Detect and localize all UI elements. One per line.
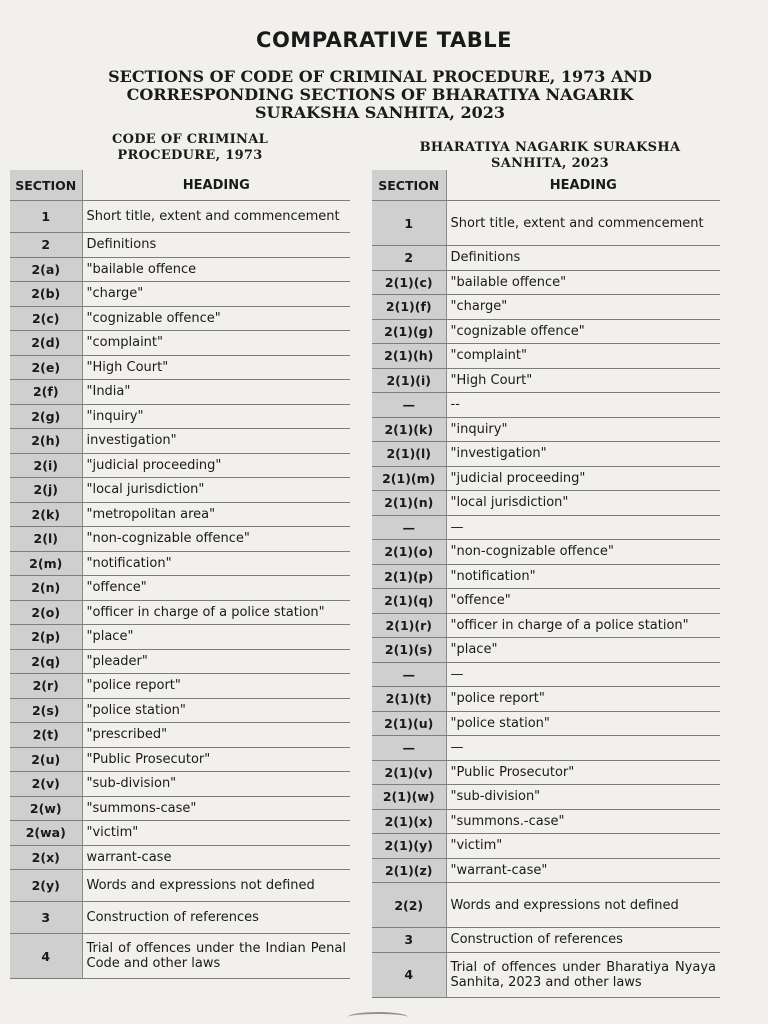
bnss-column-heading bbox=[385, 140, 715, 172]
bnss-table-row bbox=[372, 201, 720, 246]
bnss-heading-cell: Short title, extent and commencement bbox=[446, 201, 720, 246]
bnss-table bbox=[372, 170, 720, 998]
bnss-heading-cell: Words and expressions not defined bbox=[446, 883, 720, 928]
crpc-heading-cell: "cognizable offence" bbox=[82, 306, 350, 331]
bnss-heading-line: SANHITA, 2023 bbox=[491, 156, 609, 171]
crpc-section-cell: 2(h) bbox=[10, 429, 82, 454]
crpc-heading-cell: "offence" bbox=[82, 576, 350, 601]
bnss-table-row bbox=[372, 564, 720, 589]
page-number-mark bbox=[348, 1012, 408, 1022]
crpc-heading-cell: "officer in charge of a police station" bbox=[82, 600, 350, 625]
crpc-table-row bbox=[10, 201, 350, 233]
bnss-heading-cell: "bailable offence" bbox=[446, 270, 720, 295]
crpc-table-row bbox=[10, 674, 350, 699]
crpc-table-row bbox=[10, 698, 350, 723]
bnss-table-row bbox=[372, 270, 720, 295]
crpc-table-row bbox=[10, 453, 350, 478]
bnss-heading-cell: -- bbox=[446, 393, 720, 418]
crpc-table-row bbox=[10, 527, 350, 552]
crpc-heading-cell: Short title, extent and commencement bbox=[82, 201, 350, 233]
bnss-section-cell: 2(2) bbox=[372, 883, 446, 928]
bnss-heading-cell: "non-cognizable offence" bbox=[446, 540, 720, 565]
bnss-table-row bbox=[372, 246, 720, 271]
crpc-heading-cell: "victim" bbox=[82, 821, 350, 846]
crpc-section-cell: 2(r) bbox=[10, 674, 82, 699]
crpc-heading-cell: "complaint" bbox=[82, 331, 350, 356]
bnss-section-cell: 2(1)(y) bbox=[372, 834, 446, 859]
bnss-section-cell: 2(1)(x) bbox=[372, 809, 446, 834]
crpc-table-row bbox=[10, 576, 350, 601]
crpc-section-cell: 2(s) bbox=[10, 698, 82, 723]
bnss-heading-cell: "notification" bbox=[446, 564, 720, 589]
crpc-table-row bbox=[10, 723, 350, 748]
bnss-heading-cell: "inquiry" bbox=[446, 417, 720, 442]
crpc-table-row bbox=[10, 306, 350, 331]
crpc-table bbox=[10, 170, 350, 979]
crpc-section-cell: 2(c) bbox=[10, 306, 82, 331]
crpc-section-cell: 2(p) bbox=[10, 625, 82, 650]
bnss-table-row bbox=[372, 638, 720, 663]
bnss-section-cell: — bbox=[372, 662, 446, 687]
crpc-table-row bbox=[10, 747, 350, 772]
bnss-table-row bbox=[372, 442, 720, 467]
crpc-heading-cell: Trial of offences under the Indian Penal Code and other laws bbox=[82, 934, 350, 979]
bnss-heading-cell: "warrant-case" bbox=[446, 858, 720, 883]
crpc-section-cell: 2(e) bbox=[10, 355, 82, 380]
bnss-section-cell: 2(1)(t) bbox=[372, 687, 446, 712]
crpc-table-row bbox=[10, 625, 350, 650]
bnss-heading-cell: "High Court" bbox=[446, 368, 720, 393]
crpc-table-row bbox=[10, 796, 350, 821]
bnss-table-row bbox=[372, 466, 720, 491]
crpc-section-cell: 2(u) bbox=[10, 747, 82, 772]
bnss-table-row bbox=[372, 952, 720, 997]
bnss-table-row bbox=[372, 393, 720, 418]
crpc-section-cell: 2(wa) bbox=[10, 821, 82, 846]
bnss-section-cell: 2(1)(p) bbox=[372, 564, 446, 589]
bnss-heading-cell: "local jurisdiction" bbox=[446, 491, 720, 516]
bnss-heading-cell: Definitions bbox=[446, 246, 720, 271]
bnss-heading-cell: "judicial proceeding" bbox=[446, 466, 720, 491]
bnss-table-row bbox=[372, 883, 720, 928]
bnss-section-cell: 2(1)(i) bbox=[372, 368, 446, 393]
bnss-table-row bbox=[372, 491, 720, 516]
crpc-table-row bbox=[10, 429, 350, 454]
page-title: COMPARATIVE TABLE bbox=[256, 28, 512, 52]
bnss-table-row bbox=[372, 662, 720, 687]
crpc-section-cell: 4 bbox=[10, 934, 82, 979]
bnss-table-row bbox=[372, 589, 720, 614]
crpc-table-row bbox=[10, 502, 350, 527]
bnss-table-row bbox=[372, 760, 720, 785]
bnss-heading-cell: "summons.-case" bbox=[446, 809, 720, 834]
bnss-section-cell: 4 bbox=[372, 952, 446, 997]
bnss-heading-cell: "victim" bbox=[446, 834, 720, 859]
bnss-table-row bbox=[372, 344, 720, 369]
bnss-table-body bbox=[372, 201, 720, 998]
crpc-table-row bbox=[10, 902, 350, 934]
subtitle-line: SURAKSHA SANHITA, 2023 bbox=[254, 103, 506, 122]
crpc-section-cell: 2(f) bbox=[10, 380, 82, 405]
crpc-heading-cell: Construction of references bbox=[82, 902, 350, 934]
bnss-section-header: SECTION bbox=[372, 170, 446, 201]
bnss-heading-cell: "charge" bbox=[446, 295, 720, 320]
crpc-section-header: SECTION bbox=[10, 170, 82, 201]
bnss-table-row bbox=[372, 613, 720, 638]
bnss-section-cell: 2(1)(s) bbox=[372, 638, 446, 663]
crpc-heading-cell: "judicial proceeding" bbox=[82, 453, 350, 478]
crpc-heading-cell: "charge" bbox=[82, 282, 350, 307]
crpc-table-row bbox=[10, 282, 350, 307]
bnss-heading-cell: — bbox=[446, 736, 720, 761]
crpc-heading-cell: Words and expressions not defined bbox=[82, 870, 350, 902]
bnss-section-cell: 2(1)(g) bbox=[372, 319, 446, 344]
bnss-table-row bbox=[372, 295, 720, 320]
crpc-table-row bbox=[10, 870, 350, 902]
crpc-table-row bbox=[10, 355, 350, 380]
crpc-table-row bbox=[10, 845, 350, 870]
crpc-section-cell: 2(w) bbox=[10, 796, 82, 821]
bnss-table-container bbox=[372, 170, 720, 998]
crpc-heading-cell: "metropolitan area" bbox=[82, 502, 350, 527]
crpc-section-cell: 2(y) bbox=[10, 870, 82, 902]
bnss-table-row bbox=[372, 319, 720, 344]
crpc-section-cell: 2(m) bbox=[10, 551, 82, 576]
bnss-section-cell: — bbox=[372, 393, 446, 418]
crpc-header-row bbox=[10, 170, 350, 201]
bnss-section-cell: 2(1)(v) bbox=[372, 760, 446, 785]
crpc-section-cell: 2(b) bbox=[10, 282, 82, 307]
bnss-section-cell: 2 bbox=[372, 246, 446, 271]
bnss-table-row bbox=[372, 515, 720, 540]
bnss-table-row bbox=[372, 858, 720, 883]
crpc-table-row bbox=[10, 404, 350, 429]
bnss-section-cell: — bbox=[372, 736, 446, 761]
bnss-section-cell: 2(1)(m) bbox=[372, 466, 446, 491]
bnss-heading-cell: "place" bbox=[446, 638, 720, 663]
bnss-heading-cell: Construction of references bbox=[446, 928, 720, 953]
bnss-heading-cell: "police report" bbox=[446, 687, 720, 712]
crpc-heading-cell: warrant-case bbox=[82, 845, 350, 870]
crpc-heading-cell: "bailable offence bbox=[82, 257, 350, 282]
crpc-heading-cell: "summons-case" bbox=[82, 796, 350, 821]
bnss-heading-cell: — bbox=[446, 515, 720, 540]
bnss-table-row bbox=[372, 928, 720, 953]
bnss-section-cell: 2(1)(f) bbox=[372, 295, 446, 320]
crpc-heading-cell: "India" bbox=[82, 380, 350, 405]
crpc-section-cell: 2(l) bbox=[10, 527, 82, 552]
crpc-table-row bbox=[10, 478, 350, 503]
bnss-heading-cell: "Public Prosecutor" bbox=[446, 760, 720, 785]
bnss-heading-cell: "offence" bbox=[446, 589, 720, 614]
crpc-heading-cell: "local jurisdiction" bbox=[82, 478, 350, 503]
bnss-section-cell: — bbox=[372, 515, 446, 540]
crpc-section-cell: 3 bbox=[10, 902, 82, 934]
bnss-section-cell: 2(1)(n) bbox=[372, 491, 446, 516]
bnss-section-cell: 3 bbox=[372, 928, 446, 953]
crpc-heading-cell: investigation" bbox=[82, 429, 350, 454]
crpc-table-row bbox=[10, 233, 350, 258]
crpc-section-cell: 2(n) bbox=[10, 576, 82, 601]
crpc-table-row bbox=[10, 257, 350, 282]
page-subtitle bbox=[40, 68, 720, 122]
crpc-table-row bbox=[10, 772, 350, 797]
bnss-heading-cell: "complaint" bbox=[446, 344, 720, 369]
bnss-section-cell: 2(1)(z) bbox=[372, 858, 446, 883]
crpc-heading-cell: "prescribed" bbox=[82, 723, 350, 748]
crpc-section-cell: 2(i) bbox=[10, 453, 82, 478]
bnss-section-cell: 2(1)(r) bbox=[372, 613, 446, 638]
crpc-section-cell: 2(k) bbox=[10, 502, 82, 527]
crpc-section-cell: 2(x) bbox=[10, 845, 82, 870]
bnss-table-row bbox=[372, 785, 720, 810]
bnss-heading-cell: "cognizable offence" bbox=[446, 319, 720, 344]
crpc-table-row bbox=[10, 821, 350, 846]
bnss-section-cell: 2(1)(w) bbox=[372, 785, 446, 810]
bnss-heading-cell: — bbox=[446, 662, 720, 687]
crpc-column-heading bbox=[90, 132, 290, 164]
bnss-section-cell: 2(1)(c) bbox=[372, 270, 446, 295]
bnss-table-row bbox=[372, 417, 720, 442]
crpc-heading-header: HEADING bbox=[82, 170, 350, 201]
crpc-heading-cell: Definitions bbox=[82, 233, 350, 258]
bnss-heading-header: HEADING bbox=[446, 170, 720, 201]
crpc-table-body bbox=[10, 201, 350, 979]
crpc-heading-line: PROCEDURE, 1973 bbox=[117, 148, 263, 163]
bnss-section-cell: 2(1)(u) bbox=[372, 711, 446, 736]
crpc-heading-cell: "sub-division" bbox=[82, 772, 350, 797]
bnss-table-row bbox=[372, 687, 720, 712]
crpc-heading-cell: "place" bbox=[82, 625, 350, 650]
crpc-section-cell: 2(t) bbox=[10, 723, 82, 748]
crpc-table-row bbox=[10, 649, 350, 674]
bnss-heading-cell: "police station" bbox=[446, 711, 720, 736]
crpc-table-row bbox=[10, 331, 350, 356]
bnss-heading-cell: "investigation" bbox=[446, 442, 720, 467]
bnss-section-cell: 2(1)(h) bbox=[372, 344, 446, 369]
bnss-heading-cell: "officer in charge of a police station" bbox=[446, 613, 720, 638]
crpc-table-row bbox=[10, 380, 350, 405]
crpc-section-cell: 2(g) bbox=[10, 404, 82, 429]
crpc-heading-cell: "notification" bbox=[82, 551, 350, 576]
crpc-heading-cell: "non-cognizable offence" bbox=[82, 527, 350, 552]
bnss-heading-cell: Trial of offences under Bharatiya Nyaya Sanhita, 2023 and other laws bbox=[446, 952, 720, 997]
bnss-table-row bbox=[372, 736, 720, 761]
bnss-table-row bbox=[372, 834, 720, 859]
crpc-section-cell: 2(q) bbox=[10, 649, 82, 674]
crpc-section-cell: 2(o) bbox=[10, 600, 82, 625]
bnss-section-cell: 2(1)(o) bbox=[372, 540, 446, 565]
crpc-section-cell: 2(j) bbox=[10, 478, 82, 503]
crpc-table-row bbox=[10, 551, 350, 576]
crpc-section-cell: 2(d) bbox=[10, 331, 82, 356]
crpc-section-cell: 2(v) bbox=[10, 772, 82, 797]
crpc-section-cell: 2(a) bbox=[10, 257, 82, 282]
bnss-header-row bbox=[372, 170, 720, 201]
crpc-heading-cell: "police report" bbox=[82, 674, 350, 699]
bnss-table-row bbox=[372, 368, 720, 393]
crpc-table-row bbox=[10, 934, 350, 979]
crpc-heading-cell: "High Court" bbox=[82, 355, 350, 380]
bnss-table-row bbox=[372, 711, 720, 736]
bnss-heading-line: BHARATIYA NAGARIK SURAKSHA bbox=[419, 140, 681, 155]
bnss-section-cell: 2(1)(l) bbox=[372, 442, 446, 467]
bnss-section-cell: 1 bbox=[372, 201, 446, 246]
crpc-heading-cell: "Public Prosecutor" bbox=[82, 747, 350, 772]
crpc-table-container bbox=[10, 170, 350, 979]
crpc-section-cell: 1 bbox=[10, 201, 82, 233]
subtitle-line: CORRESPONDING SECTIONS OF BHARATIYA NAGARIK bbox=[126, 85, 634, 104]
crpc-table-row bbox=[10, 600, 350, 625]
subtitle-line: SECTIONS OF CODE OF CRIMINAL PROCEDURE, 1973 AND bbox=[108, 67, 652, 86]
bnss-section-cell: 2(1)(q) bbox=[372, 589, 446, 614]
crpc-heading-cell: "inquiry" bbox=[82, 404, 350, 429]
bnss-table-row bbox=[372, 540, 720, 565]
crpc-heading-cell: "pleader" bbox=[82, 649, 350, 674]
bnss-heading-cell: "sub-division" bbox=[446, 785, 720, 810]
crpc-section-cell: 2 bbox=[10, 233, 82, 258]
bnss-table-row bbox=[372, 809, 720, 834]
crpc-heading-line: CODE OF CRIMINAL bbox=[111, 132, 269, 147]
bnss-section-cell: 2(1)(k) bbox=[372, 417, 446, 442]
crpc-heading-cell: "police station" bbox=[82, 698, 350, 723]
